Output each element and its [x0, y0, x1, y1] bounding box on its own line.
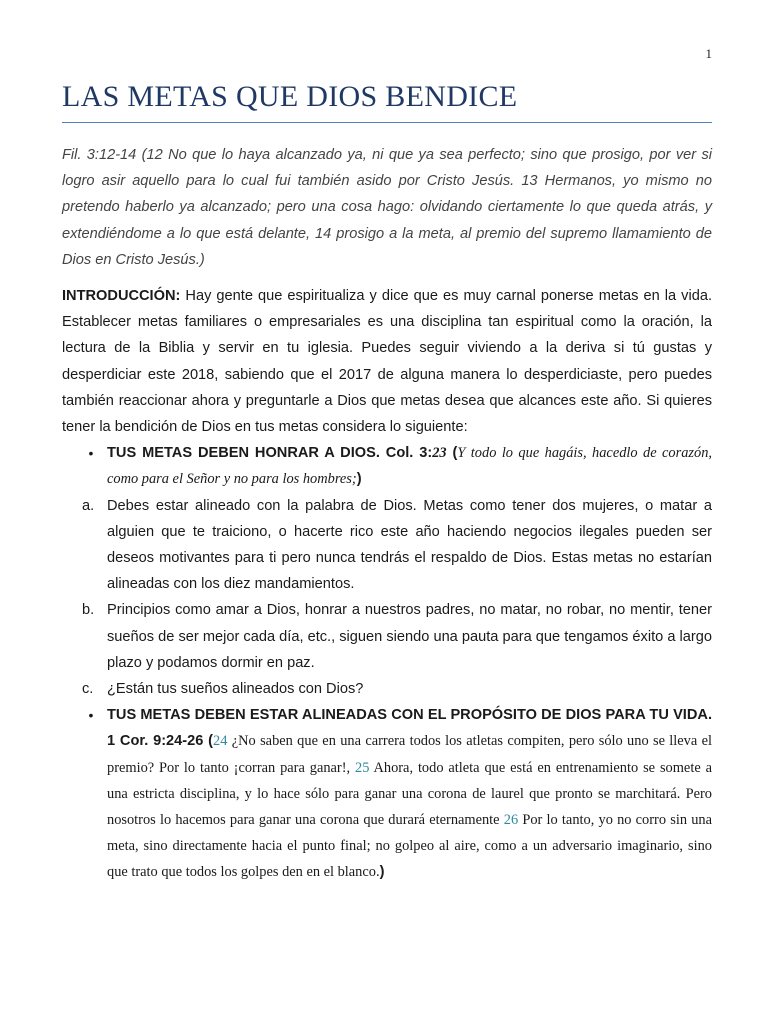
point-gods-purpose — [62, 702, 712, 885]
bullet-icon: • — [88, 445, 94, 462]
point-honor-god — [62, 440, 712, 492]
open-paren: ( — [446, 445, 458, 462]
sub-point — [62, 493, 712, 598]
verse-text: ¿No saben que en una carrera todos los atletas compiten, pero sólo uno se lleva el premio? Por lo tanto ¡corran para ganar!, — [107, 733, 712, 776]
sub-points — [62, 493, 712, 703]
introduction — [62, 283, 712, 440]
close-paren: ) — [356, 471, 362, 488]
close-paren: ) — [379, 864, 385, 881]
verse-text: Ahora, todo atleta que está en entrenamiento se somete a una estricta disciplina, y lo hace sólo para ganar una corona de laurel que pronto se marchitará. Pero nosotros lo hacemos para ganar una corona que durará eternamente — [107, 759, 712, 829]
document-body — [62, 142, 712, 886]
list-marker: a. — [82, 497, 95, 514]
key-verse: Fil. 3:12-14 (12 No que lo haya alcanzado ya, ni que ya sea perfecto; sino que prosigo, por ver si logro asir aquello para lo cual fui también asido por Cristo Jesús. 13 Hermanos, yo mismo no pretendo haberlo ya alcanzado; pero una cosa hago: olvidando ciertamente lo que queda atrás, y extendiéndome a lo que está delante, 14 prosigo a la meta, al premio del supremo llamamiento de Dios en Cristo Jesús.) — [62, 147, 712, 268]
document-title: LAS METAS QUE DIOS BENDICE — [62, 80, 712, 123]
sub-point — [62, 676, 712, 702]
main-points — [62, 702, 712, 885]
main-points — [62, 440, 712, 492]
verse-number: 24 — [213, 733, 228, 750]
introduction-label: INTRODUCCIÓN: — [62, 288, 181, 305]
point-heading: TUS METAS DEBEN ESTAR ALINEADAS CON EL PROPÓSITO DE DIOS PARA TU VIDA. 1 Cor. 9:24-26 — [107, 707, 712, 750]
list-marker: b. — [82, 602, 95, 619]
verse-number: 25 — [355, 759, 370, 776]
sub-point-text: Principios como amar a Dios, honrar a nuestros padres, no matar, no robar, no mentir, tener sueños de ser mejor cada día, etc., siguen siendo una pauta para que tengamos éxito a largo plazo y podamos dormir en paz. — [107, 602, 712, 671]
verse-number: 26 — [503, 812, 519, 829]
introduction-text: Hay gente que espiritualiza y dice que es muy carnal ponerse metas en la vida. Establecer metas familiares o empresariales es una disciplina tan espiritual como la oración, la lectura de la Biblia y servir en tu iglesia. Puedes seguir viviendo a la deriva si tú gustas y desperdiciar este 2018, sabiendo que el 2017 de alguna manera lo desperdiciaste, pero puedes también reaccionar ahora y preguntarle a Dios que metas desea que alcances este año. Si quieres tener la bendición de Dios en tus metas considera lo siguiente: — [62, 288, 712, 436]
sub-point-text: Debes estar alineado con la palabra de Dios. Metas como tener dos mujeres, o matar a alguien que te traiciono, o hacerte rico este año haciendo negocios ilegales pueden ser deseos motivantes para ti pero nunca tendrás el respaldo de Dios. Estas metas no estarían alineadas con los diez mandamientos. — [107, 497, 712, 593]
open-paren: ( — [203, 733, 214, 750]
list-marker: c. — [82, 681, 94, 698]
verse-quote: Y todo lo que hagáis, hacedlo de corazón, como para el Señor y no para los hombres; — [107, 445, 712, 488]
verse-text: Por lo tanto, yo no corro sin una meta, sino directamente hacia el punto final; no golpeo al aire, como a un adversario imaginario, sino que trato que todos los golpes den en el blanco. — [107, 812, 712, 881]
sub-point-text: ¿Están tus sueños alineados con Dios? — [107, 681, 364, 698]
bullet-icon: • — [88, 707, 94, 724]
page-number: 1 — [705, 46, 712, 61]
sub-point — [62, 597, 712, 676]
verse-reference: 23 — [432, 445, 447, 462]
point-heading: TUS METAS DEBEN HONRAR A DIOS. Col. 3: — [107, 445, 433, 462]
